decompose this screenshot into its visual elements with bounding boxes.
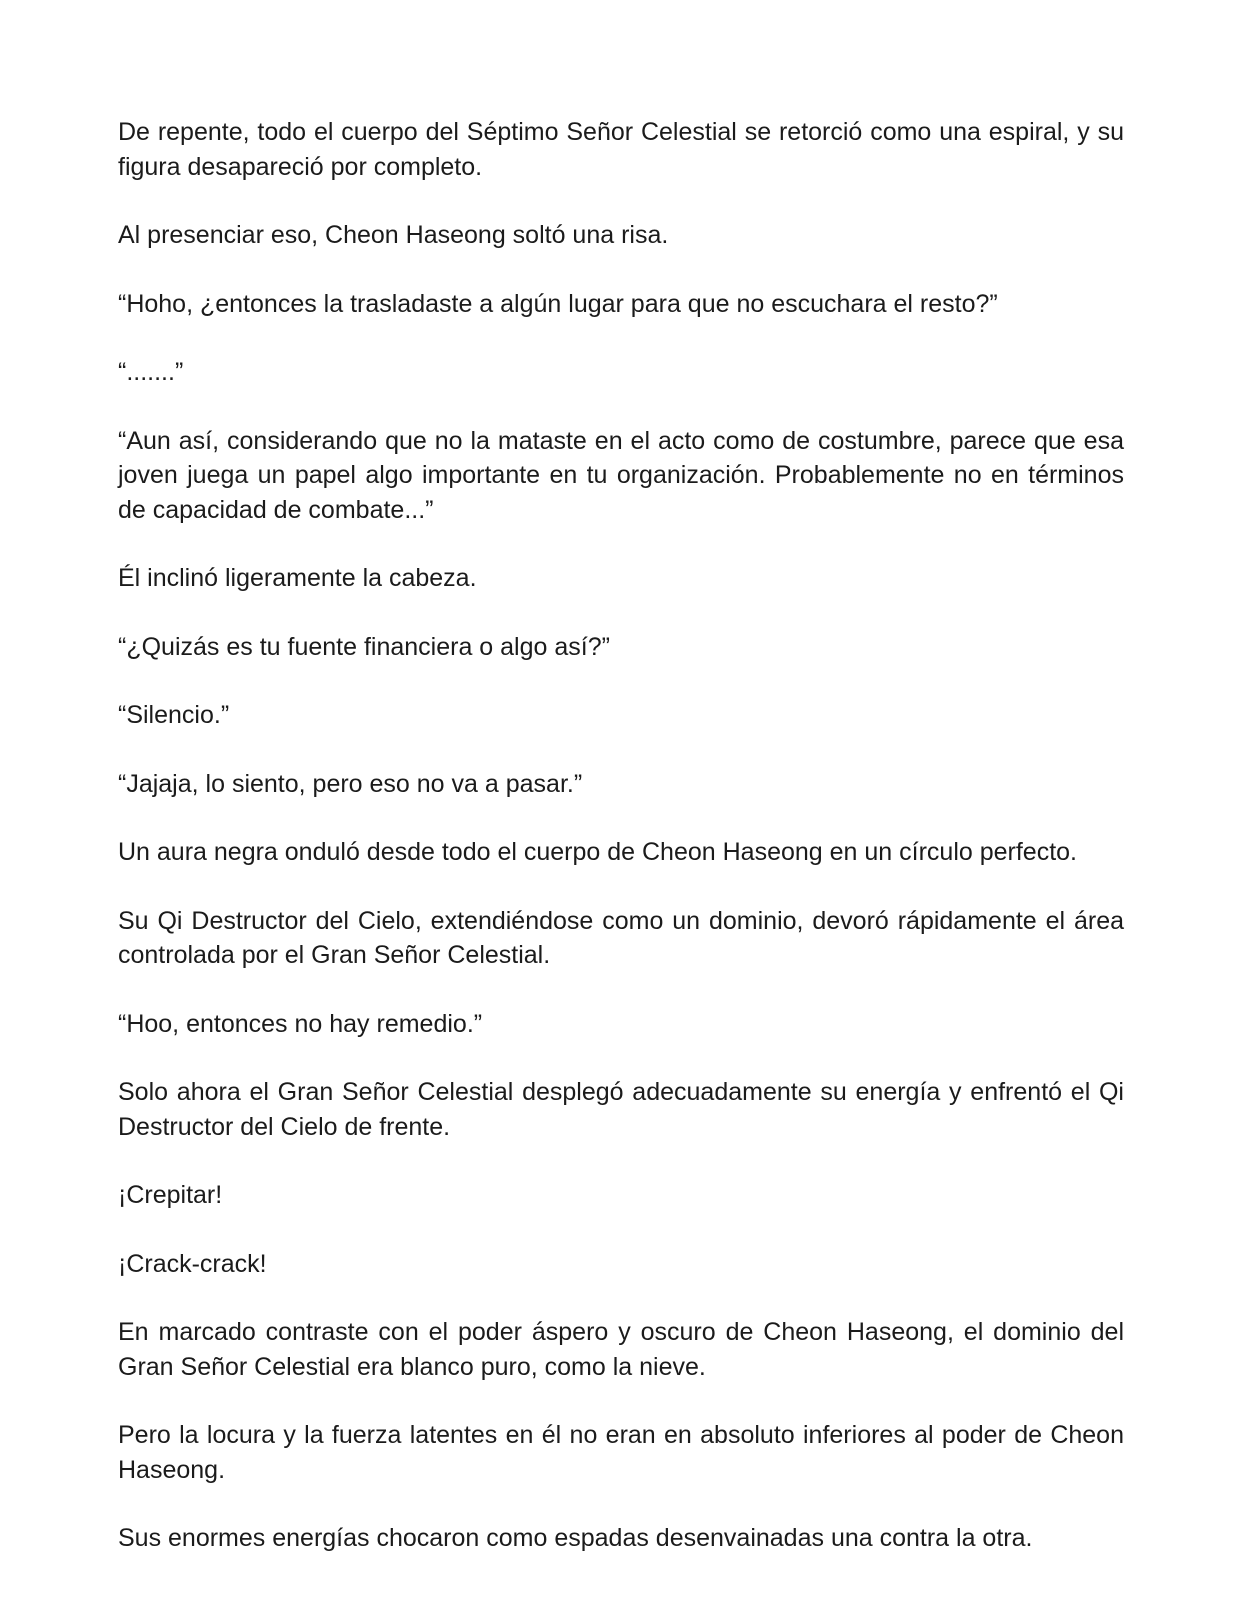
paragraph: “Aun así, considerando que no la mataste en el acto como de costumbre, parece que esa joven juega un papel algo importante en tu organización. Probablemente no en términos de capacidad de combate...” (118, 426, 1124, 524)
paragraph: “.......” (118, 358, 184, 386)
paragraph: “Hoo, entonces no hay remedio.” (118, 1009, 483, 1038)
paragraph: “Hoho, ¿entonces la trasladaste a algún lugar para que no escuchara el resto?” (118, 289, 998, 318)
paragraph: Su Qi Destructor del Cielo, extendiéndose como un dominio, devoró rápidamente el área controlada por el Gran Señor Celestial. (118, 906, 1124, 969)
paragraph: “Jajaja, lo siento, pero eso no va a pasar.” (118, 769, 583, 798)
paragraph: “¿Quizás es tu fuente financiera o algo así?” (118, 632, 610, 661)
paragraph: Al presenciar eso, Cheon Haseong soltó una risa. (118, 221, 669, 249)
paragraph: En marcado contraste con el poder áspero y oscuro de Cheon Haseong, el dominio del Gran Señor Celestial era blanco puro, como la nieve. (118, 1318, 1124, 1381)
paragraph: “Silencio.” (118, 701, 230, 729)
paragraph: ¡Crepitar! (118, 1181, 223, 1209)
paragraph: Un aura negra onduló desde todo el cuerpo de Cheon Haseong en un círculo perfecto. (118, 838, 1077, 866)
paragraph: De repente, todo el cuerpo del Séptimo Señor Celestial se retorció como una espiral, y su figura desapareció por completo. (118, 118, 1124, 181)
paragraph: Sus enormes energías chocaron como espadas desenvainadas una contra la otra. (118, 1524, 1033, 1552)
paragraph: Solo ahora el Gran Señor Celestial desplegó adecuadamente su energía y enfrentó el Qi Destructor del Cielo de frente. (118, 1078, 1124, 1141)
paragraph: Él inclinó ligeramente la cabeza. (118, 564, 477, 592)
paragraph: ¡Crack-crack! (118, 1249, 267, 1278)
paragraph: Pero la locura y la fuerza latentes en él no eran en absoluto inferiores al poder de Cheon Haseong. (118, 1421, 1124, 1484)
document-page (118, 115, 1124, 1590)
